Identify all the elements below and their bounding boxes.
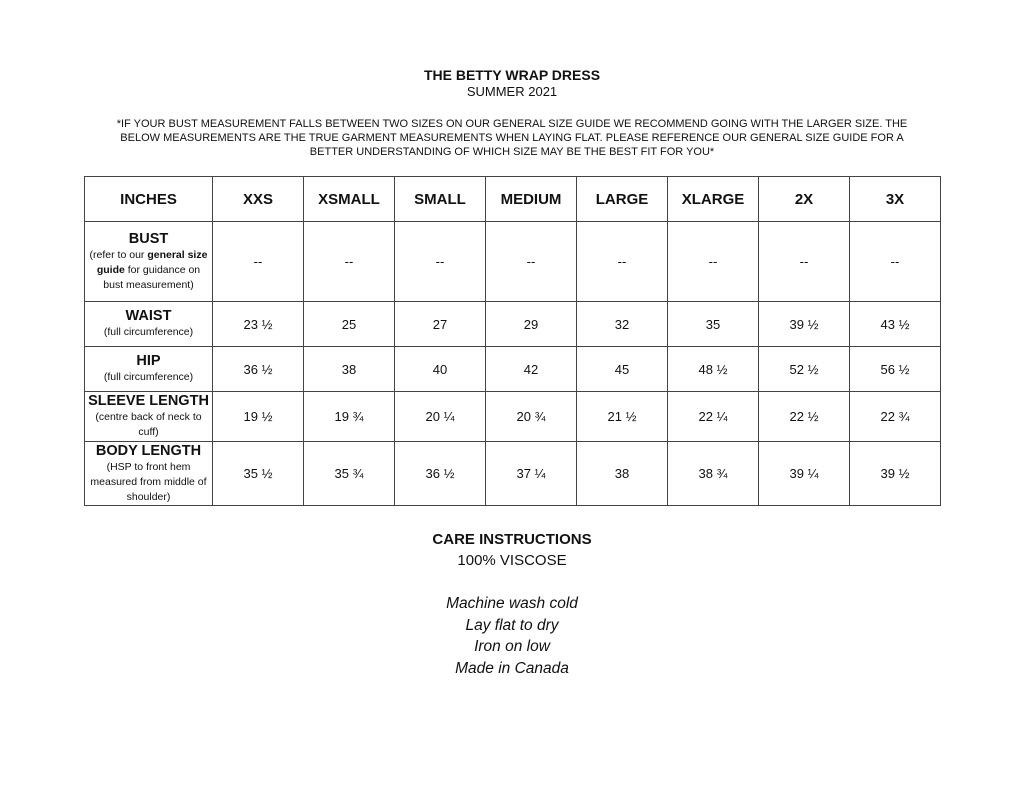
table-cell: 52 ½ (759, 347, 850, 392)
row-description: (full circumference) (103, 326, 194, 338)
table-cell: 35 (668, 302, 759, 347)
table-cell: 25 (304, 302, 395, 347)
table-cell: 40 (395, 347, 486, 392)
table-cell: 39 ½ (759, 302, 850, 347)
row-header-sleeve-length (85, 392, 213, 442)
table-cell: 39 ¼ (759, 442, 850, 506)
page-subtitle: SUMMER 2021 (466, 84, 558, 99)
table-cell: -- (668, 222, 759, 302)
header-row (85, 177, 941, 222)
table-row-sleeve-length (85, 392, 941, 442)
table-cell: -- (486, 222, 577, 302)
row-description: (centre back of neck to cuff) (95, 411, 202, 438)
care-instructions-title: CARE INSTRUCTIONS (432, 531, 592, 548)
table-row-bust (85, 222, 941, 302)
column-header-2x: 2X (759, 177, 850, 222)
column-header-small: SMALL (395, 177, 486, 222)
fabric-composition: 100% VISCOSE (457, 552, 567, 569)
table-cell: 48 ½ (668, 347, 759, 392)
row-label: BODY LENGTH (95, 442, 202, 459)
table-cell: 35 ¾ (304, 442, 395, 506)
table-cell: 23 ½ (213, 302, 304, 347)
row-header-body-length (85, 442, 213, 506)
row-description: (full circumference) (103, 371, 194, 383)
table-row-body-length (85, 442, 941, 506)
column-header-xlarge: XLARGE (668, 177, 759, 222)
table-row-waist (85, 302, 941, 347)
table-cell: 43 ½ (850, 302, 941, 347)
table-cell: -- (577, 222, 668, 302)
row-header-waist (85, 302, 213, 347)
table-cell: 39 ½ (850, 442, 941, 506)
table-cell: 22 ¼ (668, 392, 759, 442)
row-label: WAIST (125, 308, 172, 324)
table-cell: 22 ½ (759, 392, 850, 442)
table-cell: 42 (486, 347, 577, 392)
table-cell: 21 ½ (577, 392, 668, 442)
table-cell: -- (759, 222, 850, 302)
row-header-hip (85, 347, 213, 392)
table-cell: 20 ¾ (486, 392, 577, 442)
table-cell: -- (395, 222, 486, 302)
table-cell: -- (850, 222, 941, 302)
table-cell: 56 ½ (850, 347, 941, 392)
sizing-note: *IF YOUR BUST MEASUREMENT FALLS BETWEEN TWO SIZES ON OUR GENERAL SIZE GUIDE WE RECOMMEND GOING WITH THE LARGER SIZE. THE BELOW MEASUREMENTS ARE THE TRUE GARMENT MEASUREMENTS WHEN LAYING FLAT. PLEASE REFERENCE OUR GENERAL SIZE GUIDE FOR A BETTER UNDERSTANDING OF WHICH SIZE MAY BE THE BEST FIT FOR YOU* (116, 118, 908, 158)
table-cell: 19 ¾ (304, 392, 395, 442)
row-label: SLEEVE LENGTH (88, 393, 209, 409)
column-header-xxs: XXS (213, 177, 304, 222)
column-header-inches: INCHES (85, 177, 213, 222)
care-instruction-item: Iron on low (474, 638, 550, 655)
table-cell: 27 (395, 302, 486, 347)
row-label: BUST (128, 230, 169, 247)
row-description-text: (refer to our (89, 248, 148, 261)
table-cell: 20 ¼ (395, 392, 486, 442)
table-cell: 45 (577, 347, 668, 392)
table-cell: 35 ½ (213, 442, 304, 506)
row-description (87, 248, 210, 293)
row-description-text: for guidance on bust measurement) (103, 263, 201, 291)
table-cell: 22 ¾ (850, 392, 941, 442)
care-instruction-item: Machine wash cold (446, 595, 578, 612)
table-row-hip (85, 347, 941, 392)
table-cell: 36 ½ (395, 442, 486, 506)
table-cell: 38 (577, 442, 668, 506)
care-instructions-section (0, 530, 1024, 679)
table-cell: 19 ½ (213, 392, 304, 442)
care-instruction-item: Made in Canada (455, 659, 569, 677)
table-cell: -- (213, 222, 304, 302)
table-cell: 38 ¾ (668, 442, 759, 506)
table-cell: 38 (304, 347, 395, 392)
table-cell: 36 ½ (213, 347, 304, 392)
size-chart-table (84, 176, 941, 506)
row-label: HIP (136, 353, 161, 369)
column-header-3x: 3X (850, 177, 941, 222)
page-title: THE BETTY WRAP DRESS (423, 67, 601, 83)
column-header-xsmall: XSMALL (304, 177, 395, 222)
table-cell: 32 (577, 302, 668, 347)
column-header-medium: MEDIUM (486, 177, 577, 222)
care-instructions-list (0, 593, 1024, 679)
table-cell: -- (304, 222, 395, 302)
table-cell: 29 (486, 302, 577, 347)
table-cell: 37 ¼ (486, 442, 577, 506)
row-description: (HSP to front hem measured from middle of shoulder) (90, 460, 207, 503)
general-size-guide-text: general size guide (96, 248, 208, 276)
column-header-large: LARGE (577, 177, 668, 222)
care-instruction-item: Lay flat to dry (465, 616, 559, 634)
row-header-bust (85, 222, 213, 302)
